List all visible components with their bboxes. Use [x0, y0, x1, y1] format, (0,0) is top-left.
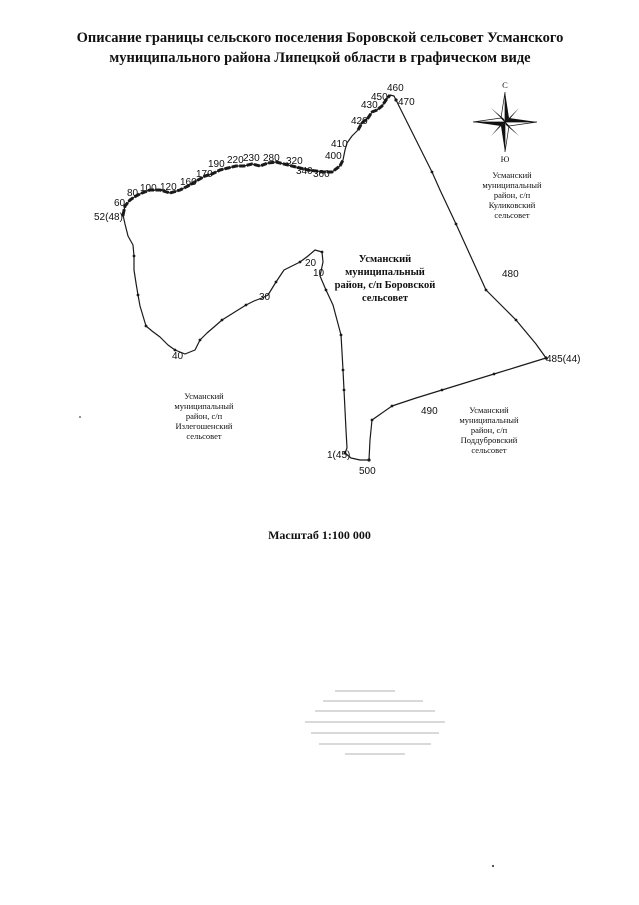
point-label-500: 500 [359, 466, 376, 477]
area-label-kulikovsky [482, 170, 542, 220]
speck-mark [79, 416, 81, 418]
point-label-120: 120 [160, 182, 177, 193]
svg-text:муниципальный: муниципальный [459, 415, 519, 425]
point-label-220: 220 [227, 155, 244, 166]
point-label-170: 170 [196, 169, 213, 180]
point-label-340: 340 [296, 166, 313, 177]
point-label-450: 450 [371, 92, 388, 103]
svg-text:Куликовский: Куликовский [488, 200, 536, 210]
point-label-40: 40 [172, 351, 184, 362]
svg-text:Усманский: Усманский [469, 405, 509, 415]
area-label-poddubrovsky [459, 405, 519, 455]
svg-text:Усманский: Усманский [184, 391, 224, 401]
title-line-1: Описание границы сельского поселения Боровской сельсовет Усманского [76, 30, 564, 46]
point-label-80: 80 [127, 188, 139, 199]
faded-stamp-mark [305, 688, 453, 760]
point-label-1: 1(45) [327, 450, 351, 461]
point-label-430: 430 [361, 100, 378, 111]
point-label-280: 280 [263, 153, 280, 164]
point-label-60: 60 [114, 198, 126, 209]
svg-text:Усманский: Усманский [358, 254, 412, 265]
compass-rose-icon [473, 80, 537, 164]
svg-text:район, с/п: район, с/п [470, 425, 508, 435]
svg-text:Усманский: Усманский [492, 170, 532, 180]
point-label-20: 20 [305, 258, 317, 269]
svg-text:муниципальный: муниципальный [345, 267, 425, 278]
point-label-230: 230 [243, 153, 260, 164]
point-label-410: 410 [331, 139, 348, 150]
title-line-2: муниципального района Липецкой области в графическом виде [109, 50, 531, 66]
point-label-420: 420 [351, 116, 368, 127]
point-label-10: 10 [313, 268, 325, 279]
svg-text:сельсовет: сельсовет [471, 445, 507, 455]
svg-text:сельсовет: сельсовет [361, 293, 409, 304]
point-label-480: 480 [502, 269, 519, 280]
point-label-485: 485(44) [546, 354, 581, 365]
area-label-izlegoshensky [174, 391, 234, 441]
point-label-400: 400 [325, 151, 342, 162]
point-label-360: 360 [313, 169, 330, 180]
svg-text:муниципальный: муниципальный [174, 401, 234, 411]
point-label-190: 190 [208, 159, 225, 170]
point-label-460: 460 [387, 83, 404, 94]
point-label-470: 470 [398, 97, 415, 108]
svg-text:район, с/п: район, с/п [493, 190, 531, 200]
compass-south-label: Ю [500, 154, 510, 164]
point-label-30: 30 [259, 292, 271, 303]
point-label-320: 320 [286, 156, 303, 167]
point-label-52: 52(48) [94, 212, 123, 223]
point-label-490: 490 [421, 406, 438, 417]
map-scale: Масштаб 1:100 000 [268, 528, 371, 542]
area-label-main [335, 254, 436, 304]
point-label-160: 160 [180, 177, 197, 188]
svg-text:муниципальный: муниципальный [482, 180, 542, 190]
svg-text:район, с/п Боровской: район, с/п Боровской [334, 280, 436, 291]
svg-text:район, с/п: район, с/п [185, 411, 223, 421]
point-label-100: 100 [140, 183, 157, 194]
speck-mark [492, 865, 494, 867]
svg-text:Поддубровский: Поддубровский [460, 435, 518, 445]
compass-north-label: С [502, 80, 508, 90]
svg-text:сельсовет: сельсовет [186, 431, 222, 441]
svg-text:Излегошенский: Излегошенский [175, 421, 233, 431]
svg-text:сельсовет: сельсовет [494, 210, 530, 220]
